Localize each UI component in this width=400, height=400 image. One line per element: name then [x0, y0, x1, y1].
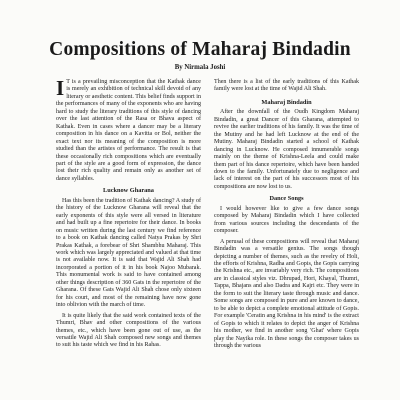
right-column: [214, 79, 359, 350]
paragraph: It is quite likely that the said work contained texts of the Thumri, Bhav and other compositions of the various themes, etc., which have been gone out of use, as the versatile Wajid Ali Shah composed new songs and themes to suit his taste which we find in his Rahas.: [56, 312, 201, 349]
left-column: [56, 76, 201, 350]
article-byline: By Nirmala Joshi: [174, 64, 226, 71]
paragraph: [56, 76, 201, 183]
paragraph: I would however like to give a few dance songs composed by Maharaj Bindadin which I have collected from various sources including the descendants of the composer.: [214, 205, 359, 235]
section-heading: Dance Songs: [269, 195, 304, 203]
paragraph: Then there is a list of the early traditions of this Kathak family were lost at the time of Wajid Ali Shah.: [214, 79, 359, 93]
section-heading: Maharaj Bindadin: [261, 98, 312, 106]
section-heading: Lucknow Gharana: [103, 187, 154, 195]
paragraph: After the downfall of the Oudh Kingdom Maharaj Bindadin, a great Dancer of this Gharana, attempted to revive the earlier traditions of his family. It was the time of the Mutiny and he had left Lucknow at the end of the Mutiny. Maharaj Bindadin started a school of Kathak dancing in Lucknow. He composed innumerable songs mainly on the theme of Krishna-Leela and could make them part of his dance repertoire, which have been handed down to the family. Unfortunately due to negligence and lack of interest on the part of his successors most of his compositions are now lost to us.: [214, 109, 359, 190]
article-title: Compositions of Maharaj Bindadin: [49, 39, 351, 60]
paragraph: A perusal of these compositions will reveal that Maharaj Bindadin was a versatile genius. The songs though depicting a number of themes, such as the revelry of Holi, the efforts of Krishna, Radha and Gopis, the Gopis carrying the Krishna etc., are invariably very rich. The compositions are in classical styles viz. Dhrupad, Hori, Khayal, Thumri, Tappa, Bhajans and also Dadra and Kajri etc. They were in the form to suit the literary taste through music and dance. Some songs are composed in pure and are known to dance, to be able to depict a complete emotional attitude of Gopis. For example 'Ceratin ang Krishna in his mind' is the extract of Gopis to which it relates to depict the anger of Krishna his mother, we find in another song 'Ghat' where Gopis play the Nayika role. In these songs the composer takes us through the various: [214, 238, 359, 349]
paragraph-text: T is a prevailing misconception that the Kathak dance is merely an exhibition of technical skill devoid of any literary or aesthetic content. This belief finds support in the performances of many of the exponents who are having hard to study the literary traditions of this style of dancing over the last attention of the Rasa or Bhava aspect of Kathak. Even in cases where a dancer may be a literary composition in his dance on a Kavitta or Bol, neither the exact text nor its meaning of the composition is more studied than the artistes of performance. The result is that these occasionally rich compositions which are eventually part of the style are a good form of expression, the dance lost their rich quality and remain only as another set of dance syllables.: [56, 79, 201, 182]
paragraph: Has this been the tradition of Kathak dancing? A study of the history of the Lucknow Gharana will reveal that the early exponents of this style were all versed in literature and had built up a fine repertoire for their dance. In books on music written during the last century we find reference to a book on Kathak dancing called Natya Prakas by Shri Prakas Kathak, a forebear of Shri Shambhu Maharaj. This work which was largely appreciated and valued at that time is not available now. It is said that Wajid Ali Shah had incorporated a portion of it in his book Najoo Mubarak. This monumental work is said to have contained among other things description of 360 Gats in the repertoire of the Gharana. Of these Gats Wajid Ali Shah chose only sixteen for his court, and most of the remaining have now gone into oblivion with the march of time.: [56, 197, 201, 309]
drop-cap: I: [56, 76, 65, 100]
